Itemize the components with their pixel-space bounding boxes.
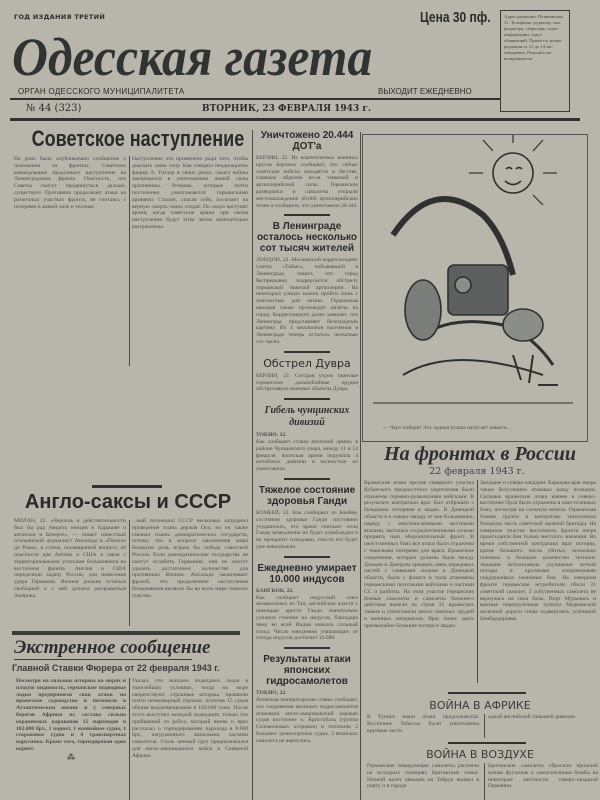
headline-destroyed: Уничтожено 20.444 ДОТ'а [260,130,354,152]
headline-dover: Обстрел Дувра [263,356,351,370]
divider [284,647,330,649]
subtitle: ОРГАН ОДЕССКОГО МУНИЦИПАЛИТЕТА [18,87,185,96]
divider [10,98,500,100]
article-text: В Тунисе наши атаки продолжаются. Восточнее Тебессы были уничтожены крупные части [367,714,479,734]
article-text: Германские пикирующие самолеты рассеяли на исходных позициях британские танки. Ночной налет авиации на Тобрук вызвал в порту и в городе [367,763,479,790]
column-rule [129,678,130,800]
article-text: БОМБЕЙ, 22. Как сообщают из Бомбея, состояние здоровья Ганди постоянно ухудшилось, что врачи считают: если Ганди немедленно не будет освобожден и не прекратит голодовки, спасти его будет уже невозможно. [256,510,358,550]
headline-leningrad: В Ленинграде осталось несколько сот тысяч жителей [257,221,357,255]
report-date: 22 февраля 1943 г. [429,466,525,477]
divider [284,351,330,353]
special-report-left-column [16,678,126,763]
cartoon-frame [362,134,588,442]
ornament: ⁂ [67,752,75,762]
cartoon-illustration [363,135,587,421]
article-text: Как сообщает ставка японской армии, в районе Чунцинского озера, между 11 и 13 февраля, японская армия окружила 4 китайских дивизии и полностью их уничтожила. [256,439,358,473]
article-text: Западнее и северо-западнее Харькова враг вчера также безуспешно атаковал нашу позицию. Сильные вражеские атаки южнее и северо-восточнее Орла были отражены в ожесточенных боях, несмотря на сильную метель. Германская боевая группа в контратаке уничтожила большую часть советской лыжной бригады. На северном участке восточного фронта вчера происходили бои только местного значения. Во время собственной контратаки враг потерял, кроме большого числа убитых, несколько пленных и большое количество техники. Авиация использовала улучшение летной погоды и крупными соединениями поддерживала наземные бои. На северном фронте германские истребители сбили 21 советский самолет, 2 собственных самолета не вернулись на свои базы. Порт Мурманск и важные перегрузочные пункты Мурманской железной дороги снова подверглись успешной бомбардировке. [480,480,596,622]
headline-russia-fronts: На фронтах в России [384,443,576,465]
article-text: ЛОНДОН, 22. Московский корреспондент газеты «Таймс», побывавший в Ленинграде, пишет, что город беспрерывно подвергается обстрелу германской тяжелой артиллерии. На некоторых улицах можно пройти лишь с опасностью для жизни. Германская авиация также производит налеты на город. Корреспондент далее заявляет, что Ленинград представляет безотрадную картину. Из 4 миллионов населения в Ленинграде теперь осталось несколько сот тысяч. [256,257,358,345]
column-rule [252,130,253,800]
divider [284,214,330,216]
headline-hindus: Ежедневно умирает 10.000 индусов [257,562,357,585]
dateline: БАНГКОК, 22. [256,587,294,594]
headline-japanese-planes: Результаты атаки японских гидросамолетов [263,654,351,688]
divider [284,398,330,400]
special-report-subtitle: Главной Ставки Фюрера от 22 февраля 1943 г. [12,663,220,673]
article-text: Указал, что экипажи подводных лодок в тяжелейших условиях, когда на море свирепствуют страшные штормы, проявили почти неимоверный героизм, потопив 15 судов общим водоизмещением в 103.000 тонн. После этого выступил молодой подводник, только что прибывший из рейса, который вновь и ярко рассказал о торпедировании парохода в 8.000 брт., нагруженного запасными частями самолетов. Столь ценный груз предназначался для англо-американских войск в Северной Африке. [132,678,248,759]
column-rule [129,520,130,626]
article-text: БЕРЛИН, 22. Из компетентных военных кругов Берлина сообщают, что сейчас советские войска находятся в бегстве, главным образом из-за танковой и артиллерийской силы. Германские разведчики и самолеты открыли местонахождение 40.000 артиллерийских точек и сообщили, что уничтожено 20.444. [256,155,358,209]
article-text: Японская императорская ставка сообщает, что соединения японских гидросамолетов атаковали англо-американский караван судов восточнее о. Кристобаль (группа Соломоновых островов) и потопили 2 больших транспортных судна. 3 японских самолета не вернулись. [256,696,358,744]
article-text: Как сообщает индусский союз независимых из Таи, английские власти с помощью ареста Ганди значительно усилили гонение на индусов, благодаря чему во всей Индии начался сильный голод. Число ежедневно умирающих от голода индусов достигает 10.000. [256,594,358,642]
headline-anglo-saxons: Англо-саксы и СССР [24,491,232,513]
article-text: Британские самолеты сбросили прошлой ночью фугасные и зажигательные бомбы на некоторые местности северо-западной Германии. [488,763,598,790]
article-text: Вражеские атаки против северного участка Кубанского предмостного укрепления были отражены германо-румынскими войсками. В результате контратаки враг был отброшен с большими потерями в людях. В Донецкой области и к северо-западу от нее большевики, наряду с многочисленными местными атаками, пытались сосредоточенными силами прорвать наш оборонительный фронт. В ожесточенных боях все атаки были отражены с тяжелыми потерями для врага. Вражеские соединения, которые должны были между Донцом и Днепром прервать связь передовых частей с главными силами в Донецкой области, были с фланга и тыла атакованы германскими пехотными войсками и частями СС и разбиты. На этом участке германские боевые самолеты и самолеты ближнего действия вывели из строя 25 вражеских танков и уничтожили много тяжелых орудий и военных материалов. Враг понес здесь чрезвычайно большие потери в людях. [364,480,474,629]
issue-number: № 44 (323) [26,103,82,114]
column-rule [477,480,478,683]
article-text: Несмотря на сильные штормы на морях и плохую видимость, германские подводные лодки предприняли свои атаки на вражеское судоходство и потопили в Атлантическом океане и у северных берегов Африки из состава сильно охраняемых караванов 15 пароходов в 102.000 брт., 1 корвет, 1 конвойное судно, 1 сторожевое судно и 4 транспортных парусника. Кроме того, торпедирован один корвет. [16,678,126,752]
divider [10,118,580,121]
article-text: ...ный потенциал СССР несколько затруднил проведение плана держав Оси, но он также смешал планы демократических государств, потому что в вопросе заключения мира большую роль играла бы победа советской России. Если демократические государства не смогут ослабить Германию, они не смогут удалить достаточное количество для противника Японии. Ансальдо заканчивает фразой, что продолжение наступления большевиков вызвало бы во всем мире тяжелое чувство. [132,518,248,599]
headline-special-report: Экстренное сообщение [14,637,211,658]
news-column [256,130,358,745]
divider [448,742,526,744]
headline-chungking: Гибель чунцинских дивизий [264,405,350,429]
dateline: ТОКИО, 22. [256,432,287,439]
divider [284,478,330,480]
cartoon-caption: — Черт побери! Эта ладная пушка напугает нашего... [383,425,511,431]
article-text: МИЛАН, 22. «Черчиль в действительности был бы рад увидеть немцев в Харькове и англичан в Бизерте», — пишет известный итальянский журналист Ансальдо в «Пополо ди Рома», в статье, посвященной вопросу об опасности для Англии и США в связи с территориальными успехами большевиков на восточном фронте. Англия и США определили задачу России, для нанесения удара Германии. Япония должна остаться свободной и с ней должна расправиться Америка. [14,518,126,599]
frequency: ВЫХОДИТ ЕЖЕДНЕВНО [378,87,472,96]
headline-air: ВОЙНА В ВОЗДУХЕ [426,748,534,761]
editorial-info-box: Адрес редакции: Пушкинская, 31. Телефоны: редактор, зам. редактора, секретарь, отдел информации, отдел объявлений. Прием по делам редакции от 12 до 14 час. ежедневно. Рукописи не возвращаются. [500,10,570,112]
headline-africa: ВОЙНА В АФРИКЕ [429,699,531,712]
column-rule [129,156,130,366]
divider [284,556,330,558]
article-text: Наступление это применено ради того, чтобы доказать свою силу. Как говорил неоднократно фюрер А. Гитлер в своих речах, смысл войны заключается в уничтожении живой силы противника. Резервы, которые почти постепенно уничтожаются германскими армиями. Сталин, спасая себя, посылает на верную смерть своих солдат. По скоро наступит время, когда советские армии при своем наступлении будут этим летом окончательно разгромлены. [132,156,248,230]
article-text: одной английской танковой дивизии. [488,714,577,720]
price: Цена 30 пф. [420,9,491,26]
divider [448,692,526,694]
column-rule [484,714,485,738]
article-text: БЕРЛИН, 22. Сегодня утром тяжелые германские дальнобойные орудия обстреливали военные объекты Дувра. [256,372,358,393]
issue-date: ВТОРНИК, 23 ФЕВРАЛЯ 1943 г. [202,104,371,114]
year-label: ГОД ИЗДАНИЯ ТРЕТИЙ [14,13,106,21]
dateline: ТОКИО, 22. [256,690,287,697]
article-text: На днях было опубликовано сообщение о положении на фронтах. Советское командование продолжает наступление на Ленинградском фронте. Опасность, что Советы смогут продвинуться дальше, существует. Противник продолжает атаки на различных участках фронта, не считаясь с потерями в живой силе и технике. [14,156,126,210]
headline-gandhi: Тяжелое состояние здоровья Ганди [258,485,356,507]
divider [14,659,192,660]
divider [12,631,240,635]
newspaper-title: Одесская газета [12,27,373,87]
divider [92,485,162,488]
column-rule [484,763,485,800]
headline-soviet-offensive: Советское наступление [31,126,245,151]
column-rule [360,132,361,800]
